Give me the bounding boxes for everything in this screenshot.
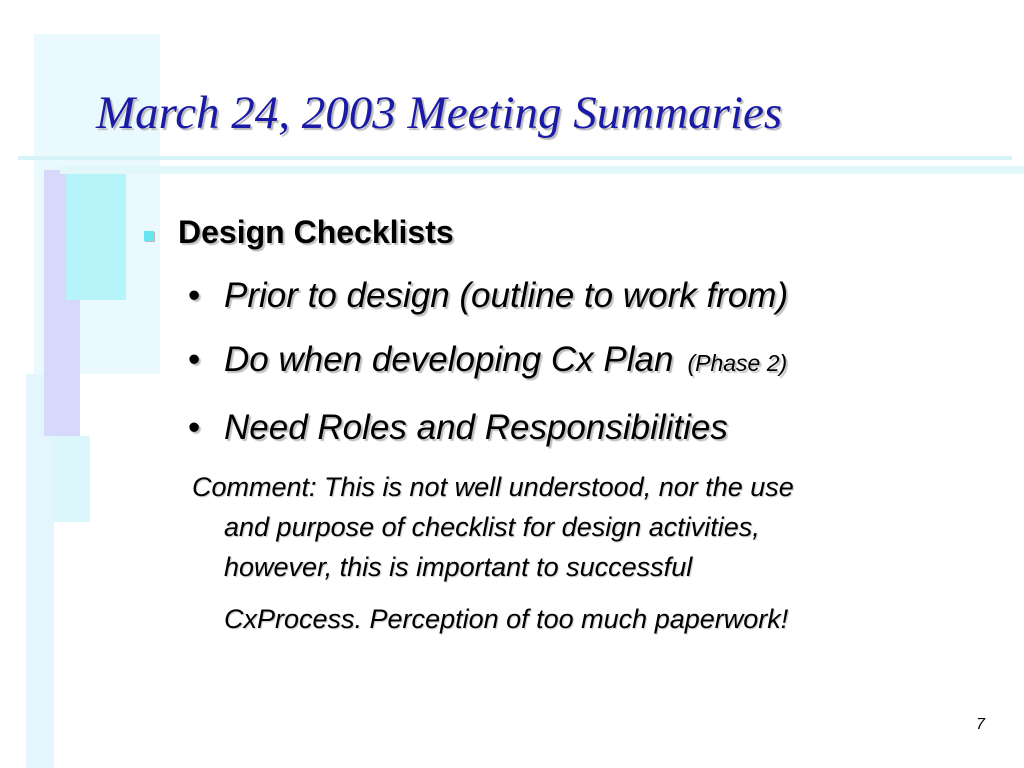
square-bullet-icon — [144, 231, 154, 241]
comment-line: CxProcess. Perception of too much paperwork! — [224, 604, 789, 634]
bullet-item — [188, 340, 787, 380]
comment-line: and purpose of checklist for design activities, — [224, 512, 760, 542]
background-block-cyan — [66, 174, 126, 300]
bullet-item — [188, 408, 728, 448]
background-block-cyan-lower — [54, 436, 90, 522]
bullet-text: Need Roles and Responsibilities — [224, 408, 728, 447]
bullet-icon: • — [188, 340, 201, 379]
bullet-item — [188, 276, 788, 316]
comment-line: however, this is important to successful — [224, 552, 693, 582]
bullet-icon: • — [188, 408, 201, 447]
title-underline-band — [60, 166, 1024, 174]
title-underline — [18, 156, 1012, 160]
slide-title: March 24, 2003 Meeting Summaries — [96, 87, 783, 139]
bullet-text: Prior to design (outline to work from) — [224, 276, 789, 315]
bullet-icon: • — [188, 276, 201, 315]
bullet-note: (Phase 2) — [687, 350, 788, 376]
section-heading: Design Checklists — [178, 214, 454, 250]
comment-line: Comment: This is not well understood, nor the use — [192, 472, 794, 502]
page-number: 7 — [976, 716, 985, 733]
bullet-text: Do when developing Cx Plan — [224, 340, 674, 379]
comment-paragraph — [192, 467, 982, 639]
